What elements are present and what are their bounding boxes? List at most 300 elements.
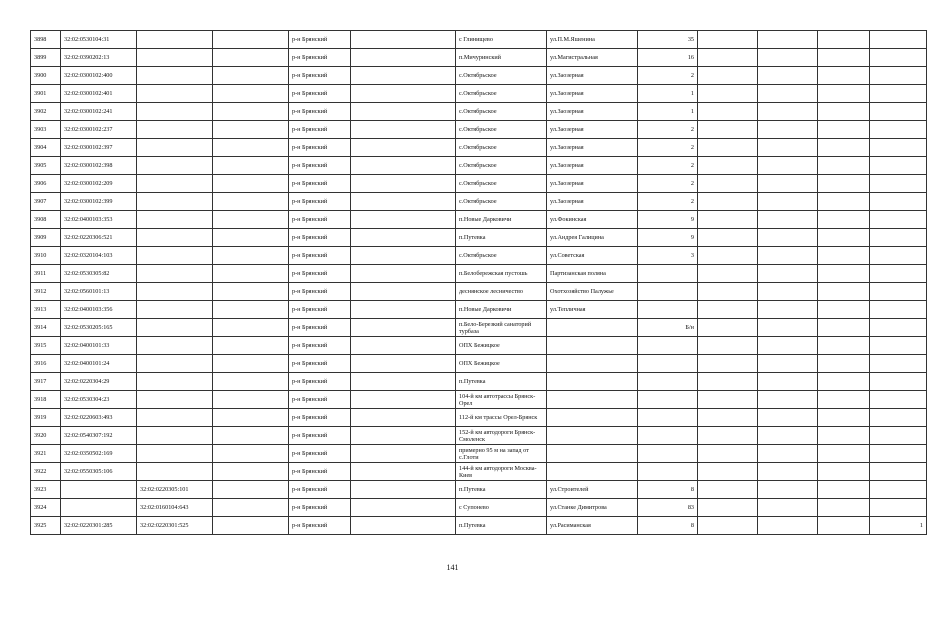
table-cell: 3904	[31, 139, 61, 157]
table-cell	[870, 157, 927, 175]
table-cell	[213, 175, 289, 193]
table-cell	[213, 139, 289, 157]
table-cell	[547, 409, 638, 427]
table-cell	[818, 121, 870, 139]
table-cell	[818, 49, 870, 67]
table-cell	[698, 499, 758, 517]
table-cell	[698, 67, 758, 85]
table-cell	[547, 391, 638, 409]
table-cell: р-н Брянский	[289, 139, 351, 157]
table-cell	[351, 409, 456, 427]
table-cell: 32:02:0320104:103	[61, 247, 137, 265]
table-cell: 1	[870, 517, 927, 535]
table-cell	[870, 445, 927, 463]
table-cell	[698, 283, 758, 301]
table-cell	[351, 193, 456, 211]
table-cell: 32:02:0300102:237	[61, 121, 137, 139]
table-cell	[758, 139, 818, 157]
table-cell	[137, 355, 213, 373]
table-cell	[698, 481, 758, 499]
table-cell	[758, 517, 818, 535]
table-cell: 1	[638, 103, 698, 121]
table-cell	[213, 373, 289, 391]
table-cell	[758, 409, 818, 427]
table-cell	[638, 409, 698, 427]
table-cell: 32:02:0530304:23	[61, 391, 137, 409]
table-cell	[818, 391, 870, 409]
table-cell	[818, 481, 870, 499]
table-cell: 1	[638, 85, 698, 103]
table-cell	[137, 157, 213, 175]
table-cell: ул.Заозерная	[547, 139, 638, 157]
table-cell: п.Новые Дарковичи	[456, 301, 547, 319]
table-cell: 32:02:0220301:525	[137, 517, 213, 535]
table-cell: 3	[638, 247, 698, 265]
table-cell: 32:02:0220305:101	[137, 481, 213, 499]
table-cell	[818, 499, 870, 517]
table-cell	[758, 121, 818, 139]
table-cell: 3907	[31, 193, 61, 211]
table-cell: 32:02:0400103:353	[61, 211, 137, 229]
table-cell	[351, 103, 456, 121]
table-cell: 32:02:0400103:356	[61, 301, 137, 319]
table-cell	[351, 445, 456, 463]
registry-table	[30, 30, 927, 535]
table-cell	[758, 31, 818, 49]
table-row	[31, 175, 927, 193]
table-cell	[137, 85, 213, 103]
table-cell: р-н Брянский	[289, 463, 351, 481]
table-cell: 32:02:0530104:31	[61, 31, 137, 49]
table-cell: 3910	[31, 247, 61, 265]
table-cell	[818, 337, 870, 355]
table-cell	[698, 445, 758, 463]
table-cell: 32:02:0300102:400	[61, 67, 137, 85]
table-row	[31, 211, 927, 229]
table-cell	[758, 481, 818, 499]
table-cell	[818, 265, 870, 283]
table-cell	[758, 391, 818, 409]
table-row	[31, 301, 927, 319]
table-row	[31, 139, 927, 157]
table-cell: р-н Брянский	[289, 499, 351, 517]
table-cell	[61, 499, 137, 517]
table-cell	[870, 175, 927, 193]
table-cell	[818, 157, 870, 175]
table-cell: 3906	[31, 175, 61, 193]
table-cell	[351, 139, 456, 157]
table-cell	[137, 283, 213, 301]
table-row	[31, 337, 927, 355]
table-cell	[818, 211, 870, 229]
table-cell	[137, 391, 213, 409]
table-cell	[870, 319, 927, 337]
table-cell	[137, 427, 213, 445]
table-row	[31, 121, 927, 139]
table-row	[31, 463, 927, 481]
table-cell	[351, 247, 456, 265]
table-cell	[547, 319, 638, 337]
table-cell	[818, 319, 870, 337]
table-cell: 3908	[31, 211, 61, 229]
table-cell: 3905	[31, 157, 61, 175]
table-cell	[758, 355, 818, 373]
table-cell: 32:02:0400101:33	[61, 337, 137, 355]
table-cell: с Супонево	[456, 499, 547, 517]
table-row	[31, 103, 927, 121]
table-row	[31, 49, 927, 67]
table-cell	[137, 463, 213, 481]
table-cell	[213, 481, 289, 499]
table-cell	[213, 229, 289, 247]
table-cell: ОПХ Бежицкое	[456, 355, 547, 373]
table-cell	[638, 391, 698, 409]
table-cell	[213, 445, 289, 463]
table-cell	[137, 103, 213, 121]
table-cell: 32:02:0300102:209	[61, 175, 137, 193]
table-cell	[870, 265, 927, 283]
table-cell	[213, 499, 289, 517]
table-cell	[758, 157, 818, 175]
table-cell	[547, 337, 638, 355]
table-cell	[698, 409, 758, 427]
table-row	[31, 283, 927, 301]
table-cell	[818, 355, 870, 373]
table-cell	[698, 319, 758, 337]
table-cell	[547, 445, 638, 463]
table-cell	[818, 517, 870, 535]
table-cell: р-н Брянский	[289, 67, 351, 85]
table-cell: 104-й км автотрассы Брянск-Орел	[456, 391, 547, 409]
table-row	[31, 499, 927, 517]
table-row	[31, 373, 927, 391]
table-cell: 32:02:0220301:285	[61, 517, 137, 535]
table-cell: 3919	[31, 409, 61, 427]
table-cell	[758, 211, 818, 229]
table-cell	[758, 499, 818, 517]
table-cell: р-н Брянский	[289, 211, 351, 229]
table-cell: п.Белобережская пустошь	[456, 265, 547, 283]
table-cell	[758, 463, 818, 481]
table-cell: ул.Расиманская	[547, 517, 638, 535]
table-cell	[137, 247, 213, 265]
table-cell: р-н Брянский	[289, 121, 351, 139]
table-cell: п.Путевка	[456, 229, 547, 247]
table-cell	[818, 301, 870, 319]
table-cell	[137, 229, 213, 247]
table-cell	[870, 283, 927, 301]
table-cell	[137, 121, 213, 139]
table-cell: 3917	[31, 373, 61, 391]
table-cell	[870, 193, 927, 211]
table-cell: 8	[638, 517, 698, 535]
table-cell: 32:02:0530205:165	[61, 319, 137, 337]
table-cell	[137, 265, 213, 283]
table-row	[31, 517, 927, 535]
table-cell	[758, 265, 818, 283]
table-row	[31, 85, 927, 103]
table-cell	[870, 463, 927, 481]
table-cell: р-н Брянский	[289, 49, 351, 67]
table-cell: р-н Брянский	[289, 517, 351, 535]
table-cell	[547, 463, 638, 481]
table-cell: примерно 95 м на запад от с.Глоти	[456, 445, 547, 463]
table-cell: 32:02:0390202:13	[61, 49, 137, 67]
table-cell	[870, 481, 927, 499]
table-cell	[818, 85, 870, 103]
table-cell: ул.Фокинская	[547, 211, 638, 229]
table-cell	[137, 67, 213, 85]
table-cell	[638, 283, 698, 301]
table-cell	[351, 67, 456, 85]
table-cell	[351, 175, 456, 193]
table-cell: 32:02:0220306:521	[61, 229, 137, 247]
table-cell	[818, 283, 870, 301]
table-cell	[870, 103, 927, 121]
table-cell: 3924	[31, 499, 61, 517]
table-cell: ул.Строителей	[547, 481, 638, 499]
table-row	[31, 31, 927, 49]
table-cell	[638, 337, 698, 355]
table-cell	[213, 301, 289, 319]
table-cell: с.Октябрьское	[456, 67, 547, 85]
table-cell	[698, 517, 758, 535]
table-cell: 16	[638, 49, 698, 67]
table-cell	[698, 103, 758, 121]
table-cell: р-н Брянский	[289, 85, 351, 103]
table-cell	[818, 463, 870, 481]
table-cell	[698, 265, 758, 283]
table-cell	[351, 49, 456, 67]
table-cell	[818, 247, 870, 265]
table-cell: 2	[638, 175, 698, 193]
table-cell: р-н Брянский	[289, 301, 351, 319]
table-cell: ул.Магистральная	[547, 49, 638, 67]
table-cell	[213, 67, 289, 85]
table-cell	[638, 373, 698, 391]
table-cell	[758, 229, 818, 247]
table-cell	[638, 463, 698, 481]
table-cell: ул.Заозерная	[547, 175, 638, 193]
table-cell: Партизанская поляна	[547, 265, 638, 283]
table-cell	[213, 211, 289, 229]
table-row	[31, 445, 927, 463]
table-cell: с.Октябрьское	[456, 121, 547, 139]
table-cell	[137, 409, 213, 427]
table-cell: с.Октябрьское	[456, 139, 547, 157]
table-cell	[758, 445, 818, 463]
table-cell	[818, 409, 870, 427]
table-row	[31, 481, 927, 499]
table-cell: п.Мичуринский	[456, 49, 547, 67]
table-cell: ул.Заозерная	[547, 85, 638, 103]
table-cell	[870, 49, 927, 67]
table-cell	[870, 355, 927, 373]
table-cell: р-н Брянский	[289, 265, 351, 283]
table-cell: 32:02:0220603:493	[61, 409, 137, 427]
table-cell: с.Октябрьское	[456, 193, 547, 211]
table-cell	[213, 157, 289, 175]
table-cell: 83	[638, 499, 698, 517]
table-row	[31, 67, 927, 85]
table-cell	[698, 49, 758, 67]
table-cell	[758, 175, 818, 193]
table-cell	[213, 355, 289, 373]
table-cell: р-н Брянский	[289, 175, 351, 193]
table-row	[31, 265, 927, 283]
table-cell: 3922	[31, 463, 61, 481]
table-cell	[870, 301, 927, 319]
table-cell: Охотхозяйство Палужье	[547, 283, 638, 301]
table-cell	[870, 31, 927, 49]
table-cell: р-н Брянский	[289, 157, 351, 175]
table-cell	[351, 481, 456, 499]
table-cell: ул.Андрея Галицина	[547, 229, 638, 247]
table-cell: 3900	[31, 67, 61, 85]
table-cell: 32:02:0300102:397	[61, 139, 137, 157]
table-cell: р-н Брянский	[289, 445, 351, 463]
table-cell: с Глинищево	[456, 31, 547, 49]
table-cell: 9	[638, 229, 698, 247]
table-cell	[213, 265, 289, 283]
table-cell	[638, 355, 698, 373]
table-cell: р-н Брянский	[289, 31, 351, 49]
table-cell	[137, 373, 213, 391]
table-cell: 32:02:0550305:106	[61, 463, 137, 481]
registry-table-body	[31, 31, 927, 535]
table-cell: р-н Брянский	[289, 103, 351, 121]
table-cell	[351, 499, 456, 517]
table-cell	[351, 265, 456, 283]
table-cell	[137, 49, 213, 67]
table-cell: 32:02:0300102:401	[61, 85, 137, 103]
table-cell: 3920	[31, 427, 61, 445]
table-cell	[638, 427, 698, 445]
table-cell	[758, 67, 818, 85]
table-cell: 32:02:0540307:192	[61, 427, 137, 445]
table-cell	[818, 67, 870, 85]
table-cell: п.Путевка	[456, 373, 547, 391]
table-cell	[870, 373, 927, 391]
table-cell	[818, 175, 870, 193]
table-cell	[818, 427, 870, 445]
table-cell	[698, 463, 758, 481]
table-cell: 2	[638, 157, 698, 175]
table-cell: 3921	[31, 445, 61, 463]
table-row	[31, 229, 927, 247]
table-cell	[870, 139, 927, 157]
table-cell: п.Путевка	[456, 517, 547, 535]
table-cell: 32:02:0300102:399	[61, 193, 137, 211]
table-cell: 2	[638, 67, 698, 85]
table-cell: 144-й км автодороги Москва-Киев	[456, 463, 547, 481]
table-row	[31, 355, 927, 373]
table-cell: п.Новые Дарковичи	[456, 211, 547, 229]
table-cell	[758, 319, 818, 337]
table-cell	[213, 193, 289, 211]
table-cell: с.Октябрьское	[456, 103, 547, 121]
table-cell: 32:02:0160104:643	[137, 499, 213, 517]
table-cell	[758, 301, 818, 319]
table-cell	[698, 85, 758, 103]
table-row	[31, 247, 927, 265]
table-cell	[351, 211, 456, 229]
table-cell: 32:02:0400101:24	[61, 355, 137, 373]
table-cell	[213, 31, 289, 49]
table-cell	[61, 481, 137, 499]
table-cell	[870, 85, 927, 103]
table-cell: 8	[638, 481, 698, 499]
table-cell	[351, 301, 456, 319]
table-cell	[818, 229, 870, 247]
table-cell	[870, 211, 927, 229]
table-cell: 112-й км трассы Орел-Брянск	[456, 409, 547, 427]
table-cell: деснянское лесничество	[456, 283, 547, 301]
table-cell	[758, 373, 818, 391]
table-cell	[698, 391, 758, 409]
table-cell	[351, 157, 456, 175]
table-cell: ул.Заозерная	[547, 157, 638, 175]
table-cell	[351, 391, 456, 409]
table-cell: 32:02:0530305:82	[61, 265, 137, 283]
table-cell	[351, 283, 456, 301]
table-cell: п.Путевка	[456, 481, 547, 499]
table-cell	[870, 229, 927, 247]
table-cell	[698, 31, 758, 49]
table-cell: 32:02:0350502:169	[61, 445, 137, 463]
table-cell	[137, 175, 213, 193]
table-cell	[698, 229, 758, 247]
table-cell: ул.Заозерная	[547, 121, 638, 139]
table-cell: 9	[638, 211, 698, 229]
table-cell	[758, 85, 818, 103]
table-cell: 3899	[31, 49, 61, 67]
table-cell	[137, 193, 213, 211]
table-cell	[758, 49, 818, 67]
table-cell: 35	[638, 31, 698, 49]
table-cell: Б/н	[638, 319, 698, 337]
table-cell: ул.Тепличная	[547, 301, 638, 319]
table-row	[31, 319, 927, 337]
table-cell	[758, 283, 818, 301]
table-cell	[351, 427, 456, 445]
table-cell	[698, 139, 758, 157]
table-cell: с.Октябрьское	[456, 85, 547, 103]
table-cell: 3913	[31, 301, 61, 319]
table-cell	[213, 319, 289, 337]
table-cell	[137, 211, 213, 229]
table-cell: 2	[638, 193, 698, 211]
table-cell	[698, 337, 758, 355]
table-cell: 3902	[31, 103, 61, 121]
table-cell: ул.Заозерная	[547, 103, 638, 121]
table-cell	[818, 31, 870, 49]
table-cell: 2	[638, 139, 698, 157]
table-row	[31, 157, 927, 175]
table-cell: р-н Брянский	[289, 193, 351, 211]
table-cell: с.Октябрьское	[456, 247, 547, 265]
table-cell	[758, 337, 818, 355]
table-cell: 32:02:0560101:13	[61, 283, 137, 301]
table-cell: 32:02:0300102:241	[61, 103, 137, 121]
table-cell: р-н Брянский	[289, 337, 351, 355]
table-cell	[351, 229, 456, 247]
table-cell	[818, 373, 870, 391]
table-cell: р-н Брянский	[289, 391, 351, 409]
table-cell: р-н Брянский	[289, 481, 351, 499]
table-cell	[213, 49, 289, 67]
table-cell: 3911	[31, 265, 61, 283]
